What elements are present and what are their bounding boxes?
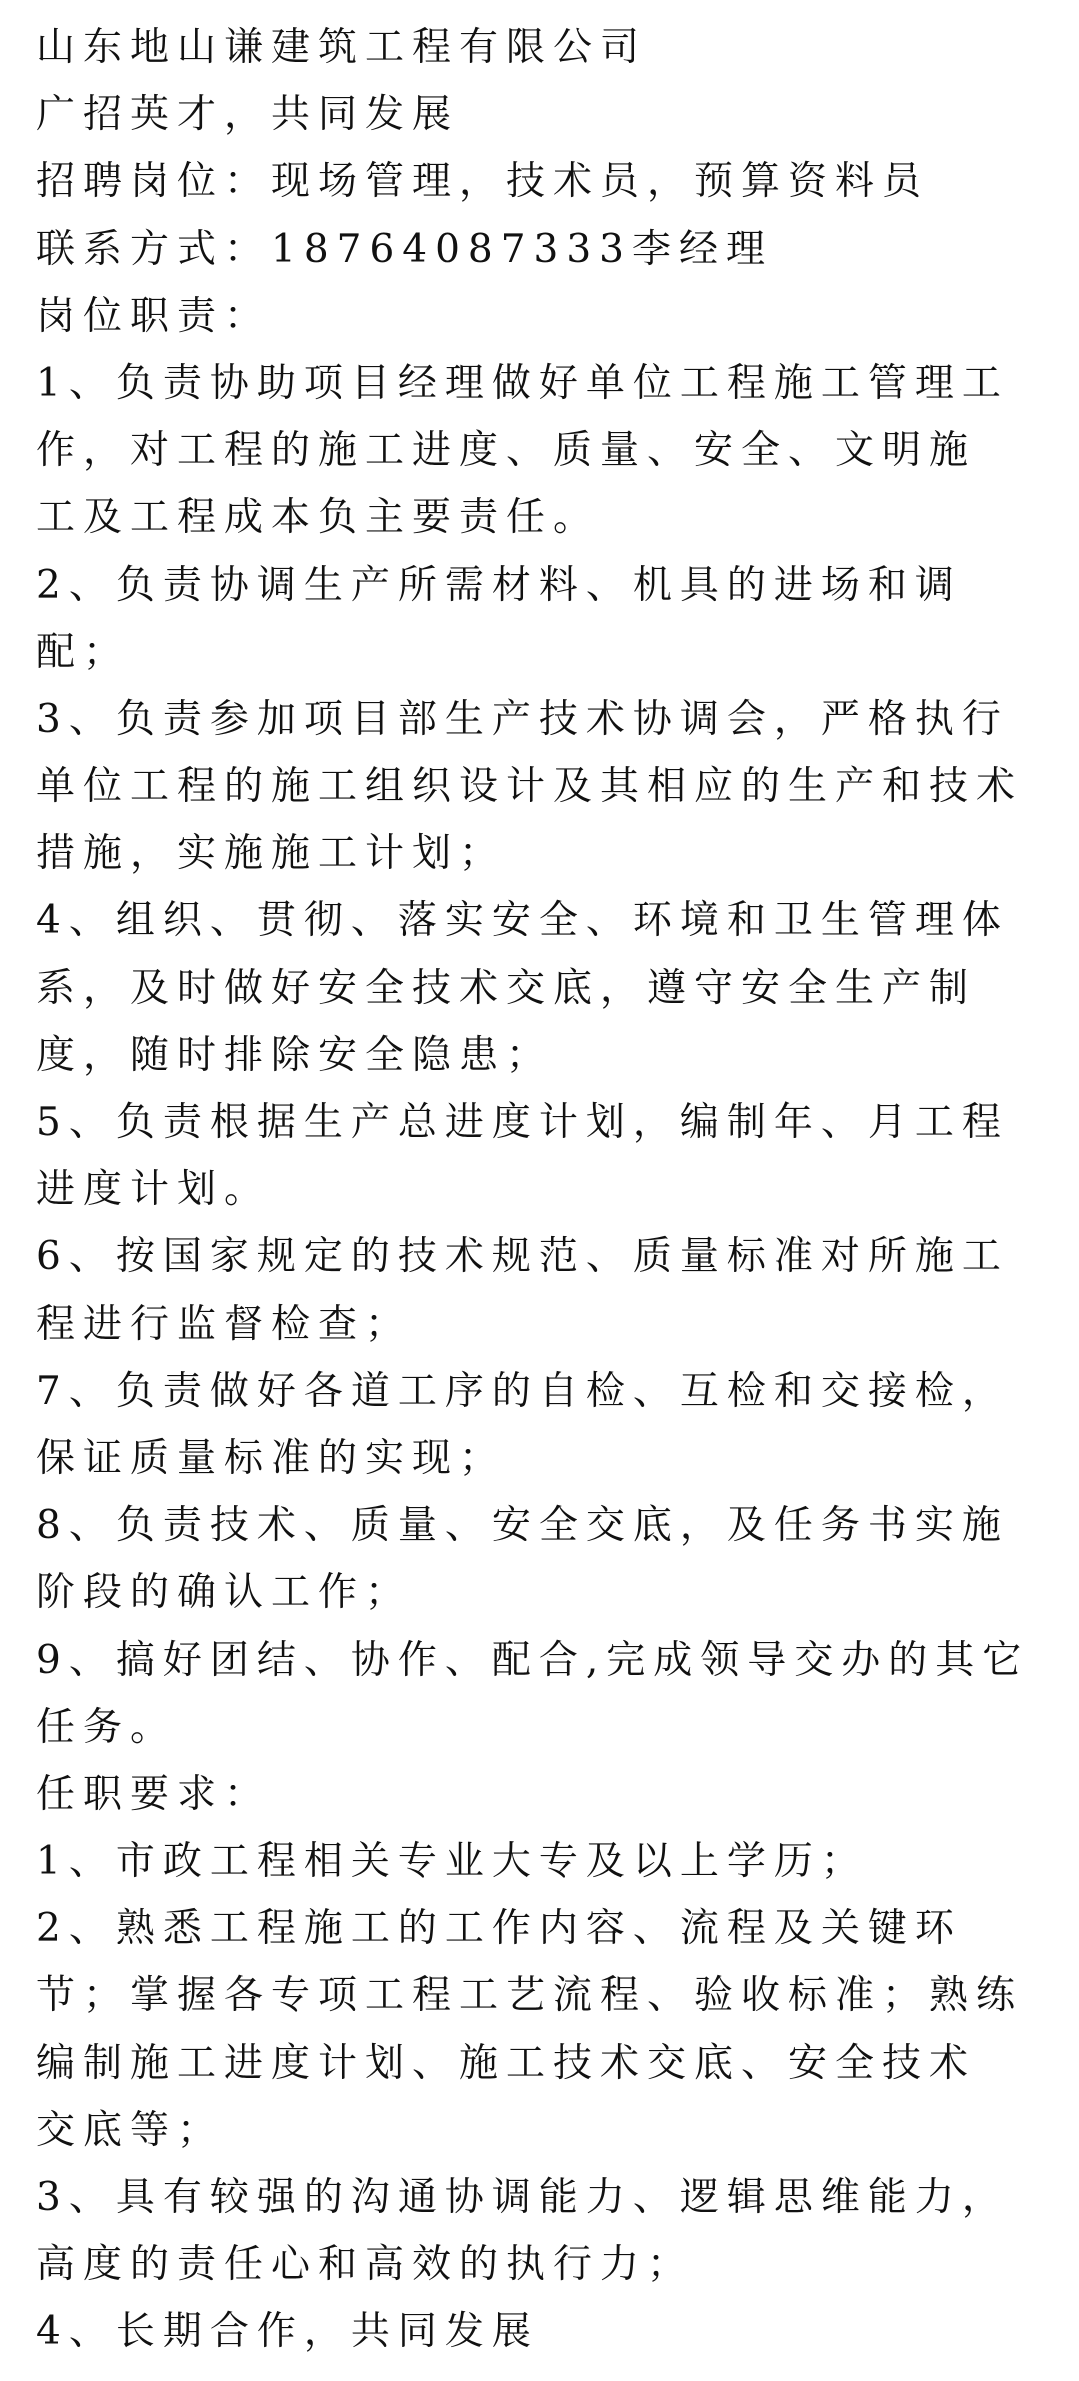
text-line: 9、搞好团结、协作、配合,完成领导交办的其它 xyxy=(36,1637,1030,1683)
text-line: 2、负责协调生产所需材料、机具的进场和调 xyxy=(36,562,962,608)
text-line: 节；掌握各专项工程工艺流程、验收标准；熟练 xyxy=(36,1973,1024,2019)
text-line: 任务。 xyxy=(36,1704,178,1750)
text-line: 阶段的确认工作； xyxy=(36,1570,413,1616)
contact-info: 联系方式：18764087333李经理 xyxy=(36,226,773,272)
section-heading-requirements: 任职要求： xyxy=(36,1771,272,1817)
text-line: 工及工程成本负主要责任。 xyxy=(36,495,601,541)
text-line: 5、负责根据生产总进度计划，编制年、月工程 xyxy=(36,1100,1009,1145)
company-name: 山东地山谦建筑工程有限公司 xyxy=(36,25,648,70)
section-heading-duties: 岗位职责： xyxy=(36,293,272,339)
text-line: 系，及时做好安全技术交底，遵守安全生产制 xyxy=(36,965,977,1011)
text-line: 4、长期合作，共同发展 xyxy=(36,2309,539,2355)
text-line: 配； xyxy=(36,629,131,675)
text-line: 进度计划。 xyxy=(36,1167,272,1213)
text-line: 3、负责参加项目部生产技术协调会，严格执行 xyxy=(36,696,1009,742)
text-line: 8、负责技术、质量、安全交底，及任务书实施 xyxy=(36,1503,1009,1549)
text-line: 高度的责任心和高效的执行力； xyxy=(36,2242,695,2288)
text-line: 编制施工进度计划、施工技术交底、安全技术 xyxy=(36,2040,977,2086)
document-body xyxy=(36,14,1056,2366)
text-line: 1、市政工程相关专业大专及以上学历； xyxy=(36,1839,868,1885)
text-line: 度，随时排除安全隐患； xyxy=(36,1032,554,1078)
text-line: 3、具有较强的沟通协调能力、逻辑思维能力， xyxy=(36,2175,1009,2220)
text-line: 保证质量标准的实现； xyxy=(36,1435,507,1481)
text-line: 交底等； xyxy=(36,2107,225,2153)
text-line: 4、组织、贯彻、落实安全、环境和卫生管理体 xyxy=(36,898,1009,944)
text-line: 2、熟悉工程施工的工作内容、流程及关键环 xyxy=(36,1906,962,1952)
text-line: 单位工程的施工组织设计及其相应的生产和技术 xyxy=(36,764,1024,810)
text-line: 措施，实施施工计划； xyxy=(36,831,507,877)
slogan: 广招英才，共同发展 xyxy=(36,92,460,138)
text-line: 7、负责做好各道工序的自检、互检和交接检， xyxy=(36,1368,1009,1414)
positions: 招聘岗位：现场管理，技术员，预算资料员 xyxy=(36,159,930,205)
text-line: 程进行监督检查； xyxy=(36,1301,413,1347)
text-line: 作，对工程的施工进度、质量、安全、文明施 xyxy=(36,428,977,474)
text-line: 1、负责协助项目经理做好单位工程施工管理工 xyxy=(36,360,1009,406)
text-line: 6、按国家规定的技术规范、质量标准对所施工 xyxy=(36,1234,1009,1280)
